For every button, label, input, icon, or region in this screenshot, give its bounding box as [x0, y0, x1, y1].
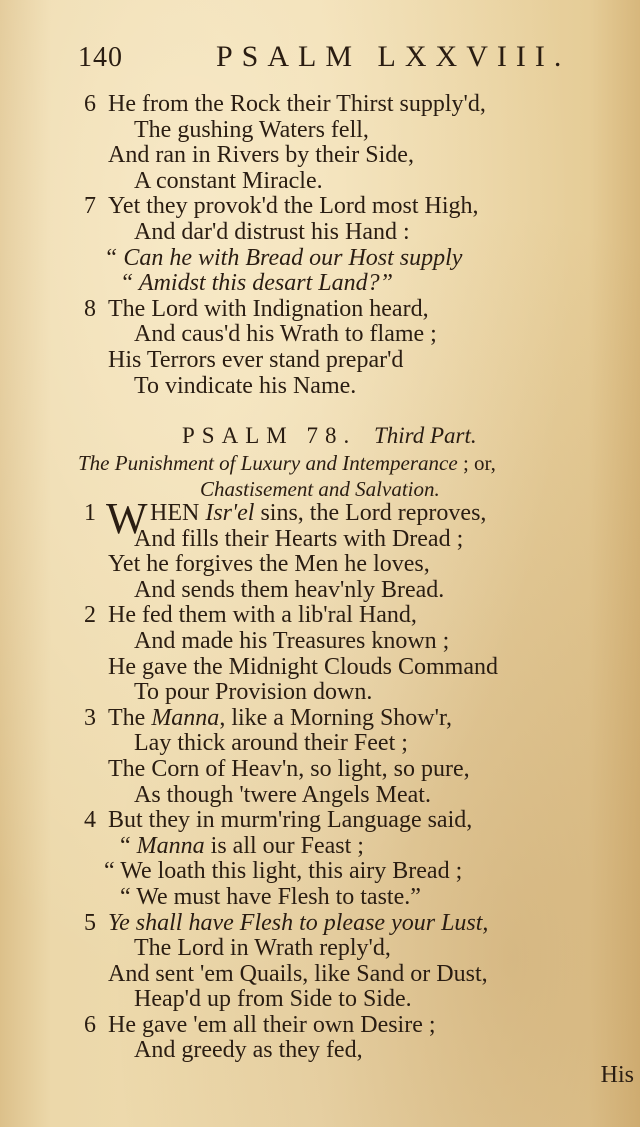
verse-line: [78, 859, 623, 885]
verse-line: [78, 808, 623, 834]
verse-line: [78, 834, 623, 860]
verse-text: “ Amidst this desart Land?”: [120, 270, 393, 297]
verse-line: [78, 220, 623, 246]
verse-text: And sent 'em Quails, like Sand or Dust,: [108, 960, 488, 987]
verse-text: And sends them heav'nly Bread.: [134, 576, 445, 603]
verse-line: [78, 143, 623, 169]
verse-text: He fed them with a lib'ral Hand,: [108, 602, 417, 629]
verse-text-rest: , like a Morning Show'r,: [219, 704, 452, 731]
verse-line: [78, 936, 623, 962]
verse-line: [78, 92, 623, 118]
verse-number: 6: [84, 1011, 96, 1038]
verses-bottom: [78, 494, 623, 1064]
verse-text: The gushing Waters fell,: [134, 116, 369, 143]
verse-text: Lay thick around their Feet ;: [134, 730, 408, 757]
verse-line: [78, 374, 623, 400]
verse-number: 5: [84, 909, 96, 936]
verse-number: 1: [84, 500, 96, 526]
verse-text: His Terrors ever stand prepar'd: [108, 346, 404, 373]
verse-text: Yet he forgives the Men he loves,: [108, 551, 430, 578]
verse-line: [78, 962, 623, 988]
verse-text: He from the Rock their Thirst supply'd,: [108, 91, 486, 117]
verse-text: The Lord with Indignation heard,: [108, 295, 429, 322]
verse-line: [78, 348, 623, 374]
verse-number: 7: [84, 193, 96, 220]
verse-line: [78, 527, 623, 553]
section-title: PSALM 78.: [182, 423, 357, 448]
verse-line: [78, 271, 623, 297]
verse-line: [78, 552, 623, 578]
verse-caps: HEN: [150, 500, 200, 526]
verse-text: “ We must have Flesh to taste.”: [120, 883, 421, 910]
section-subtitle-sep: ; or,: [457, 451, 496, 475]
section-heading: [78, 423, 623, 503]
verse-line: [78, 911, 623, 937]
page-number: 140: [78, 42, 123, 73]
verse-text: But they in murm'ring Language said,: [108, 807, 473, 834]
verse-line: [78, 885, 623, 911]
verse-text: And made his Treasures known ;: [134, 627, 450, 654]
verse-italic-word: Manna: [151, 704, 220, 731]
verses-top: [78, 92, 623, 399]
verse-text: [150, 501, 486, 527]
verse-text: And fills their Hearts with Dread ;: [134, 525, 464, 552]
verse-line: [78, 706, 623, 732]
verse-number: 3: [84, 704, 96, 731]
verse-text-pre: “: [120, 832, 137, 859]
verse-text: And ran in Rivers by their Side,: [108, 142, 414, 169]
verse-line: [78, 655, 623, 681]
verse-number: 2: [84, 602, 96, 629]
verse-number: 4: [84, 807, 96, 834]
verse-text: Ye shall have Flesh to please your Lust,: [108, 909, 489, 936]
verse-number: 8: [84, 295, 96, 322]
verse-line: [78, 1013, 623, 1039]
verse-text: The Lord in Wrath reply'd,: [134, 935, 391, 962]
verse-number: 6: [84, 91, 96, 117]
verse-line: [78, 680, 623, 706]
verse-text: As though 'twere Angels Meat.: [134, 781, 431, 808]
verse-line: [78, 783, 623, 809]
verse-text: And caus'd his Wrath to flame ;: [134, 321, 437, 348]
section-subtitle-italic: The Punishment of Luxury and Intemperance: [78, 451, 458, 475]
verse-text: “ We loath this light, this airy Bread ;: [104, 858, 463, 885]
verse-line: [78, 194, 623, 220]
section-part: Third Part.: [373, 423, 477, 448]
verse-text: [108, 706, 452, 732]
section-subtitle-line2: Chastisement and Salvation.: [200, 477, 440, 501]
verse-line: [78, 118, 623, 144]
verse-text: And greedy as they fed,: [134, 1037, 363, 1064]
verse-line: [78, 297, 623, 323]
drop-capital: W: [106, 494, 148, 543]
verse-line: [78, 1038, 623, 1064]
verse-line: [78, 731, 623, 757]
verse-line: [78, 629, 623, 655]
verse-text: Yet they provok'd the Lord most High,: [108, 193, 479, 220]
verse-text: To pour Provision down.: [134, 679, 373, 706]
running-title: PSALM LXXVIII.: [216, 40, 571, 73]
section-title-line: [78, 423, 623, 451]
verse-italic-name: Isr'el: [205, 500, 255, 526]
catchword: His: [600, 1062, 634, 1088]
verse-text: And dar'd distrust his Hand :: [134, 218, 410, 245]
verse-text: A constant Miracle.: [134, 167, 323, 194]
verse-italic-word: Manna: [136, 832, 205, 859]
verse-text: “ Can he with Bread our Host supply: [104, 244, 463, 271]
verse-text: The Corn of Heav'n, so light, so pure,: [108, 755, 470, 782]
verse-line: [78, 246, 623, 272]
page-header: [78, 38, 620, 74]
verse-text-rest: is all our Feast ;: [204, 832, 364, 859]
verse-line: [78, 578, 623, 604]
verse-line: [78, 603, 623, 629]
verse-line: [78, 757, 623, 783]
verse-text-pre: The: [108, 704, 152, 731]
verse-text: To vindicate his Name.: [134, 372, 357, 399]
verse-line: [78, 322, 623, 348]
verse-text: He gave the Midnight Clouds Command: [108, 653, 498, 680]
verse-text-rest: sins, the Lord reproves,: [260, 500, 487, 526]
section-subtitle: [78, 451, 623, 477]
verse-text: [120, 834, 364, 860]
verse-line: [78, 169, 623, 195]
verse-text: Heap'd up from Side to Side.: [134, 986, 412, 1013]
verse-line: [78, 987, 623, 1013]
verse-text: He gave 'em all their own Desire ;: [108, 1011, 436, 1038]
